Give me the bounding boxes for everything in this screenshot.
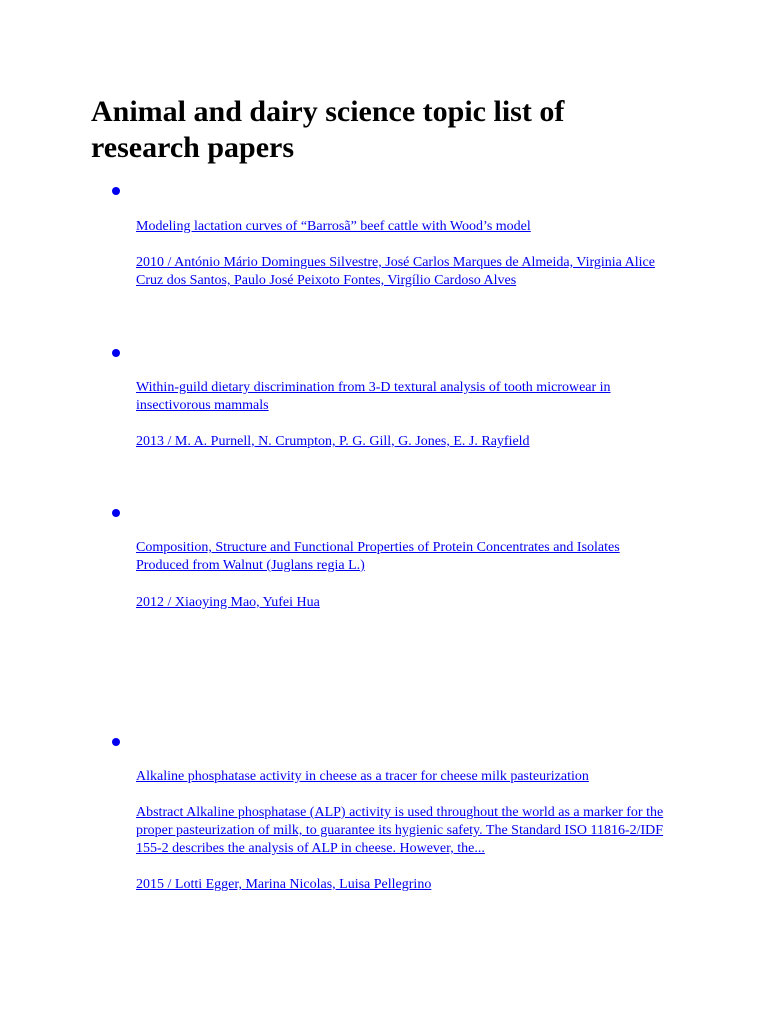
paper-abstract-link[interactable]: Abstract Alkaline phosphatase (ALP) activity is used throughout the world as a marker for the proper pasteurization of milk, to guarantee its hygienic safety. The Standard ISO 11816-2/IDF 155-2 describes the analysis of ALP in cheese. However, the... <box>136 805 664 856</box>
paper-title-link[interactable]: Alkaline phosphatase activity in cheese as a tracer for cheese milk pasteurization <box>136 769 589 784</box>
paper-title-link[interactable]: Within-guild dietary discrimination from 3-D textural analysis of tooth microwear in insectivorous mammals <box>136 380 611 413</box>
bullet-icon <box>112 187 120 195</box>
page-title: Animal and dairy science topic list of research papers <box>91 95 565 164</box>
paper-meta-link[interactable]: 2012 / Xiaoying Mao, Yufei Hua <box>136 595 320 610</box>
bullet-icon <box>112 738 120 746</box>
bullet-icon <box>112 349 120 357</box>
paper-title-link[interactable]: Modeling lactation curves of “Barrosã” beef cattle with Wood’s model <box>136 219 531 234</box>
paper-title-link[interactable]: Composition, Structure and Functional Properties of Protein Concentrates and Isolates Produced from Walnut (Juglans regia L.) <box>136 540 620 573</box>
paper-meta-link[interactable]: 2010 / António Mário Domingues Silvestre, José Carlos Marques de Almeida, Virginia Alice Cruz dos Santos, Paulo José Peixoto Fontes, Virgílio Cardoso Alves <box>136 255 655 288</box>
bullet-icon <box>112 509 120 517</box>
paper-meta-link[interactable]: 2013 / M. A. Purnell, N. Crumpton, P. G. Gill, G. Jones, E. J. Rayfield <box>136 434 530 449</box>
paper-meta-link[interactable]: 2015 / Lotti Egger, Marina Nicolas, Luisa Pellegrino <box>136 877 432 892</box>
